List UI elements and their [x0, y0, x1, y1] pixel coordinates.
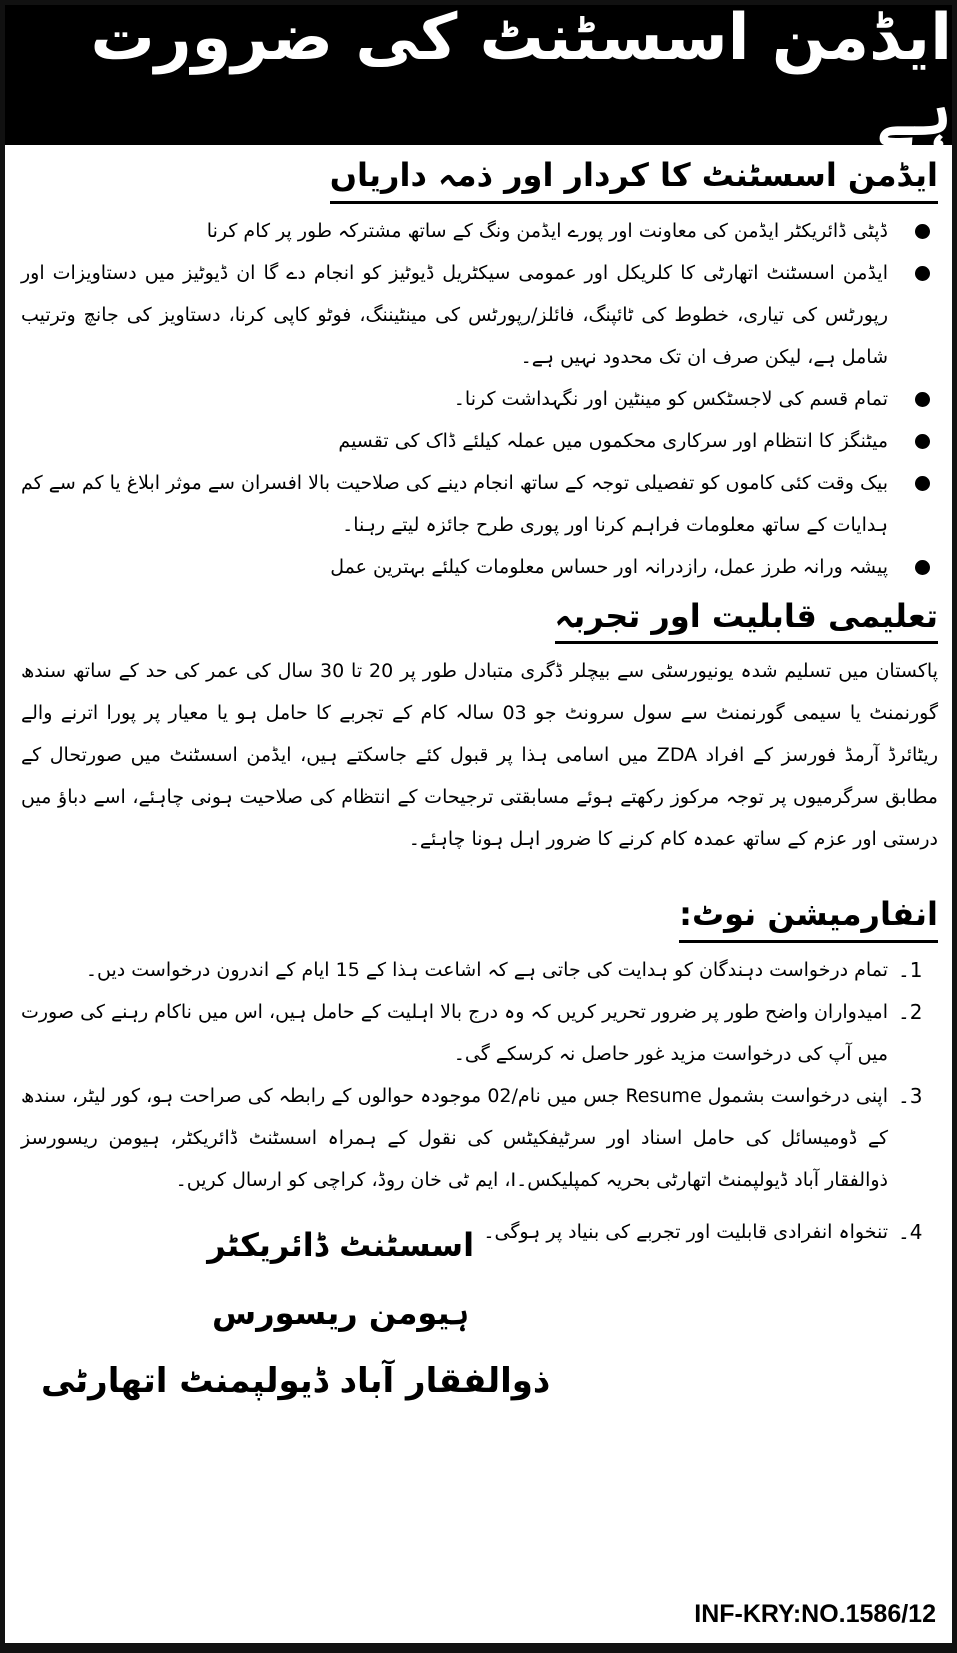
- item-text: ڈپٹی ڈائریکٹر ایڈمن کی معاونت اور پورے ایڈمن ونگ کے ساتھ مشترکہ طور پر کام کرنا: [206, 219, 888, 242]
- signature-organization: ذوالفقار آباد ڈیولپمنٹ اتھارٹی: [41, 1360, 551, 1401]
- qualification-heading: تعلیمی قابلیت اور تجربہ: [555, 596, 938, 645]
- notes-list: [21, 949, 938, 1201]
- ad-title: ایڈمن اسسٹنٹ کی ضرورت ہے: [90, 0, 952, 150]
- note-text: امیدواران واضح طور پر ضرور تحریر کریں کہ وہ درج بالا اہلیت کے حامل ہیں، اس میں ناکام رہنے کی صورت میں آپ کی درخواست مزید غور حاصل نہ کرسکے گی۔: [21, 1000, 888, 1065]
- item-text: ایڈمن اسسٹنٹ اتھارٹی کا کلریکل اور عمومی سیکٹریل ڈیوٹیز کو انجام دے گا ان ڈیوٹیز میں دستاویزات اور رپورٹس کی تیاری، خطوط کی ٹائپنگ، فائلز/رپورٹس کی مینٹیننگ، فوٹو کاپی کرنا، دستاویز کی جانچ وترتیب شامل ہے، لیکن صرف ان تک محدود نہیں ہے۔: [21, 261, 888, 368]
- note-item: [21, 1075, 938, 1201]
- list-item: [21, 546, 938, 588]
- item-text: بیک وقت کئی کاموں کو تفصیلی توجہ کے ساتھ انجام دینے کی صلاحیت بالا افسران سے موثر ابلاغ یا کم سے کم ہدایات کے ساتھ معلومات فراہم کرنا اور پوری طرح جائزہ لیتے رہنا۔: [21, 471, 888, 536]
- item-text: پیشہ ورانہ طرز عمل، رازدرانہ اور حساس معلومات کیلئے بہترین عمل: [330, 555, 888, 578]
- notes-heading: انفارمیشن نوٹ:: [679, 894, 938, 943]
- ad-body: [21, 155, 938, 1481]
- note-number: 3۔: [898, 1083, 923, 1108]
- reference-number: INF-KRY:NO.1586/12: [694, 1600, 936, 1628]
- closing-section: [21, 1211, 938, 1481]
- note-text: تنخواہ انفرادی قابلیت اور تجربے کی بنیاد پر ہوگی۔: [483, 1220, 888, 1243]
- signature-block: [41, 1211, 551, 1415]
- bullet-icon: [915, 392, 930, 407]
- note-item: [21, 949, 938, 991]
- bullet-icon: [915, 476, 930, 491]
- item-text: میٹنگز کا انتظام اور سرکاری محکموں میں عملہ کیلئے ڈاک کی تقسیم: [338, 429, 888, 452]
- note-number: 2۔: [898, 999, 923, 1024]
- list-item: [21, 210, 938, 252]
- signature-title: اسسٹنٹ ڈائریکٹر: [207, 1225, 475, 1264]
- roles-heading: ایڈمن اسسٹنٹ کا کردار اور ذمہ داریاں: [330, 155, 938, 204]
- bullet-icon: [915, 560, 930, 575]
- roles-list: [21, 210, 938, 588]
- note-text: تمام درخواست دہندگان کو ہدایت کی جاتی ہے کہ اشاعت ہذا کے 15 ایام کے اندرون درخواست دیں۔: [85, 958, 888, 981]
- bullet-icon: [915, 434, 930, 449]
- item-text: تمام قسم کی لاجسٹکس کو مینٹین اور نگہداشت کرنا۔: [453, 387, 888, 410]
- ad-header: [5, 0, 952, 150]
- bullet-icon: [915, 266, 930, 281]
- bullet-icon: [915, 224, 930, 239]
- qualification-text: پاکستان میں تسلیم شدہ یونیورسٹی سے بیچلر ڈگری متبادل طور پر 20 تا 30 سال کی عمر کی حد کے ساتھ سندھ گورنمنٹ یا سیمی گورنمنٹ سے سول سرونٹ جو 03 سالہ کام کے تجربے کا حامل ہو یا معیار پر پورا اترنے والے ریٹائرڈ آرمڈ فورسز کے افراد ZDA میں اسامی ہذا پر قبول کئے جاسکتے ہیں، ایڈمن اسسٹنٹ میں صورتحال کے مطابق سرگرمیوں پر توجہ مرکوز رکھتے ہوئے مسابقتی ترجیحات کے انتظام کی صلاحیت ہونی چاہئے، اسے دباؤ میں درستی اور عزم کے ساتھ عمدہ کام کرنے کا ضرور اہل ہونا چاہئے۔: [21, 660, 939, 851]
- note-text: اپنی درخواست بشمول Resume جس میں نام/02 موجودہ حوالوں کے رابطہ کی صراحت ہو، کور لیٹر، سندھ کے ڈومیسائل کی حامل اسناد اور سرٹیفکیٹس کی نقول کے ہمراہ اسسٹنٹ ڈائریکٹر، ہیومن ریسورسز ذوالفقار آباد ڈیولپمنٹ اتھارٹی بحریہ کمپلیکس۔I، ایم ٹی خان روڈ، کراچی کو ارسال کریں۔: [21, 1084, 889, 1191]
- note-number: 1۔: [898, 957, 923, 982]
- list-item: [21, 252, 938, 378]
- signature-department: ہیومن ریسورس: [212, 1293, 470, 1332]
- note-item: [21, 991, 938, 1075]
- note-number: 4۔: [898, 1219, 923, 1244]
- list-item: [21, 420, 938, 462]
- list-item: [21, 462, 938, 546]
- list-item: [21, 378, 938, 420]
